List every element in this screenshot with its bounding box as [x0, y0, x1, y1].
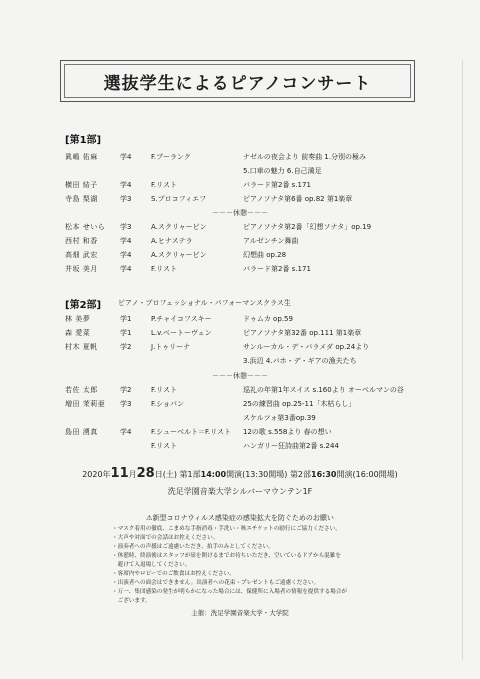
page-title: 選抜学生によるピアノコンサート — [103, 73, 372, 94]
program-row — [0, 235, 480, 248]
notice-title: ⚠新型コロナウィルス感染症の感染拡大を防ぐためのお願い — [146, 514, 334, 522]
event-day: 28 — [136, 466, 155, 481]
performer-grade: 学4 — [120, 251, 132, 259]
work-title: 巡礼の年第1年スイス s.160より オーベルマンの谷 — [243, 386, 404, 394]
notice-item: ・客席内やロビーでのご飲食はお控えください。 — [112, 571, 235, 577]
part2-open-label: 開演 — [336, 470, 353, 479]
part1-heading: [第1部] — [65, 135, 102, 146]
work-title: ピアノソナタ第2番「幻想ソナタ」op.19 — [243, 223, 372, 231]
composer-name: L.v.ベートーヴェン — [151, 329, 212, 337]
event-venue: 洗足学園音楽大学シルバーマウンテン1F — [167, 487, 313, 496]
program-row — [0, 327, 480, 340]
work-title: 3.浜辺 4.バホ・デ・ギアの漁夫たち — [243, 357, 357, 365]
program-row — [0, 440, 480, 453]
program-row — [0, 249, 480, 262]
part2-heading: [第2部] — [65, 300, 102, 311]
part1-open-label: 開演 — [226, 470, 243, 479]
work-title: 幻想曲 op.28 — [243, 251, 287, 259]
work-title: サンルーカル・デ・バラメダ op.24より — [243, 343, 370, 351]
event-datetime — [0, 466, 480, 481]
composer-name: S.プロコフィエフ — [151, 195, 207, 203]
scan-edge-line — [462, 60, 463, 660]
composer-name: F.プーランク — [151, 153, 191, 161]
performer-name: 増田 茉莉亜 — [65, 400, 106, 408]
event-month: 11 — [110, 466, 129, 481]
composer-name: F.シューベルト＝F.リスト — [151, 428, 231, 436]
notice-list — [112, 525, 347, 606]
program-row — [0, 221, 480, 234]
composer-name: F.リスト — [151, 442, 177, 450]
title-frame — [60, 60, 415, 102]
work-title: バラード第2番 s.171 — [243, 265, 311, 273]
part2-doors: (16:00開場) — [352, 470, 398, 479]
performer-name: 林 美夢 — [65, 315, 91, 323]
performer-grade: 学1 — [120, 329, 132, 337]
notice-item: ・大声や対面での会話はお控えください。 — [112, 535, 219, 541]
part2-interval: －－－休憩－－－ — [212, 372, 268, 380]
work-title: 25の練習曲 op.25-11「木枯らし」 — [243, 400, 356, 408]
composer-name: F.リスト — [151, 386, 177, 394]
composer-name: P.チャイコフスキー — [151, 315, 212, 323]
event-month-suffix: 月 — [128, 470, 137, 479]
notice-item: ・マスク着用の徹底、こまめな手指消毒・手洗い・咳エチケットの励行にご協力ください。 — [112, 526, 341, 532]
composer-name: F.ショパン — [151, 400, 184, 408]
performer-name: 村木 夏帆 — [65, 343, 98, 351]
program-row — [0, 341, 480, 354]
part1-interval: －－－休憩－－－ — [212, 209, 268, 217]
program-row — [0, 355, 480, 368]
performer-name: 森 愛菜 — [65, 329, 91, 337]
performer-name: 井坂 美月 — [65, 265, 98, 273]
composer-name: J.トゥリーナ — [151, 343, 191, 351]
performer-grade: 学4 — [120, 181, 132, 189]
program-row — [0, 179, 480, 192]
performer-grade: 学4 — [120, 237, 132, 245]
program-row — [0, 398, 480, 411]
program-row — [0, 263, 480, 276]
notice-item: 避けて入退場してください。 — [112, 562, 191, 568]
work-title: スケルツォ第3番op.39 — [243, 414, 316, 422]
performer-grade: 学4 — [120, 265, 132, 273]
program-row — [0, 193, 480, 206]
performer-name: 高畑 武宏 — [65, 251, 98, 259]
work-title: 5.口車の魅力 6.自己満足 — [243, 167, 322, 175]
event-year: 2020年 — [82, 470, 111, 479]
part2-time: 16:30 — [311, 470, 337, 479]
part1-label: 第1部 — [179, 470, 201, 479]
event-day-suffix: 日 — [154, 470, 163, 479]
work-title: ドゥムカ op.59 — [243, 315, 293, 323]
part1-doors: (13:30開場) — [242, 470, 288, 479]
performer-grade: 学2 — [120, 386, 132, 394]
title-inner-frame — [64, 64, 411, 98]
event-weekday: (土) — [162, 470, 177, 479]
program-row — [0, 384, 480, 397]
part2-subtitle: ピアノ・プロフェッショナル・パフォーマンスクラス生 — [118, 299, 291, 307]
composer-name: A.ヒナステラ — [151, 237, 193, 245]
work-title: ピアノソナタ第6番 op.82 第1楽章 — [243, 195, 353, 203]
performer-name: 島田 湧真 — [65, 428, 98, 436]
performer-grade: 学3 — [120, 195, 132, 203]
work-title: 12の歌 s.558より 春の想い — [243, 428, 332, 436]
performer-grade: 学1 — [120, 315, 132, 323]
work-title: ナゼルの夜会より 前奏曲 1.分別の極み — [243, 153, 366, 161]
performer-name: 眞嶋 佑麻 — [65, 153, 98, 161]
work-title: ハンガリー狂詩曲第2番 s.244 — [243, 442, 339, 450]
notice-item: ・万一、集団感染の発生が明らかになった場合には、保健所に入場者の情報を提供する場合が — [112, 589, 347, 595]
performer-name: 若佐 太郎 — [65, 386, 98, 394]
composer-name: F.リスト — [151, 181, 177, 189]
notice-item: ・出演者への面会はできません。出演者への花束・プレゼントもご遠慮ください。 — [112, 580, 320, 586]
notice-item: ・休憩時、終演後はスタッフが扉を開けるまでお待ちいただき、空いているドアから混雑を — [112, 553, 341, 559]
part1-time: 14:00 — [200, 470, 227, 479]
work-title: アルゼンチン舞曲 — [243, 237, 299, 245]
composer-name: A.スクリャービン — [151, 251, 207, 259]
program-row — [0, 412, 480, 425]
performer-grade: 学2 — [120, 343, 132, 351]
composer-name: A.スクリャービン — [151, 223, 207, 231]
program-row — [0, 165, 480, 178]
sponsor-line: 主催：洗足学園音楽大学・大学院 — [191, 609, 289, 617]
composer-name: F.リスト — [151, 265, 177, 273]
work-title: バラード第2番 s.171 — [243, 181, 311, 189]
performer-name: 寺島 梨湖 — [65, 195, 98, 203]
program-row — [0, 426, 480, 439]
performer-name: 松本 せいら — [65, 223, 106, 231]
program-row — [0, 151, 480, 164]
performer-grade: 学3 — [120, 223, 132, 231]
performer-grade: 学4 — [120, 153, 132, 161]
notice-item: ございます。 — [112, 598, 151, 604]
performer-name: 西村 和香 — [65, 237, 98, 245]
performer-grade: 学4 — [120, 428, 132, 436]
program-row — [0, 313, 480, 326]
notice-item: ・演奏者への声援はご遠慮いただき、拍手のみとしてください。 — [112, 544, 274, 550]
performer-grade: 学3 — [120, 400, 132, 408]
performer-name: 横田 結子 — [65, 181, 98, 189]
work-title: ピアノソナタ第32番 op.111 第1楽章 — [243, 329, 362, 337]
part2-label: 第2部 — [289, 470, 312, 479]
